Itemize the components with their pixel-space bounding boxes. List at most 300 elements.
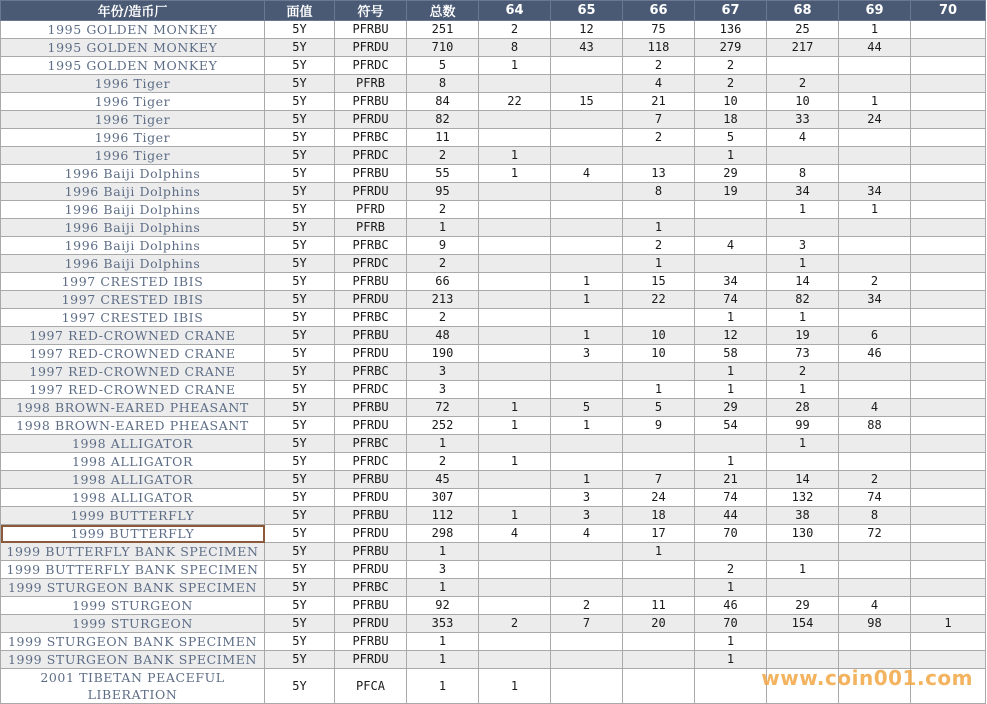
cell-value[interactable]	[911, 489, 986, 507]
cell-value[interactable]: 5Y	[265, 435, 335, 453]
cell-value[interactable]: PFRDC	[335, 453, 407, 471]
cell-value[interactable]	[911, 39, 986, 57]
cell-value[interactable]: 74	[695, 291, 767, 309]
cell-value[interactable]	[551, 561, 623, 579]
cell-value[interactable]	[623, 579, 695, 597]
cell-value[interactable]	[767, 579, 839, 597]
cell-value[interactable]: 1	[767, 255, 839, 273]
cell-value[interactable]: 5Y	[265, 21, 335, 39]
cell-value[interactable]: 33	[767, 111, 839, 129]
cell-value[interactable]: 1	[407, 669, 479, 704]
cell-value[interactable]: 5Y	[265, 597, 335, 615]
cell-value[interactable]: 5Y	[265, 129, 335, 147]
cell-value[interactable]: 7	[623, 111, 695, 129]
cell-value[interactable]: 2	[695, 561, 767, 579]
cell-coin-name[interactable]: 1998 ALLIGATOR	[1, 435, 265, 453]
cell-value[interactable]: 4	[695, 237, 767, 255]
cell-coin-name[interactable]: 2001 TIBETAN PEACEFUL LIBERATION	[1, 669, 265, 704]
cell-value[interactable]: 130	[767, 525, 839, 543]
cell-value[interactable]: 1	[839, 201, 911, 219]
cell-value[interactable]	[839, 237, 911, 255]
cell-value[interactable]: 72	[839, 525, 911, 543]
cell-value[interactable]: 88	[839, 417, 911, 435]
cell-coin-name[interactable]: 1999 BUTTERFLY BANK SPECIMEN	[1, 543, 265, 561]
cell-value[interactable]: 48	[407, 327, 479, 345]
cell-value[interactable]: PFRBC	[335, 309, 407, 327]
cell-value[interactable]: 9	[407, 237, 479, 255]
cell-value[interactable]: 54	[695, 417, 767, 435]
cell-value[interactable]	[551, 237, 623, 255]
cell-value[interactable]	[839, 435, 911, 453]
cell-value[interactable]: 5Y	[265, 165, 335, 183]
cell-value[interactable]: 12	[695, 327, 767, 345]
cell-value[interactable]	[551, 255, 623, 273]
cell-value[interactable]	[911, 219, 986, 237]
cell-value[interactable]: 1	[551, 327, 623, 345]
cell-value[interactable]: 710	[407, 39, 479, 57]
cell-value[interactable]	[479, 471, 551, 489]
cell-value[interactable]: 5Y	[265, 309, 335, 327]
cell-value[interactable]: 1	[479, 147, 551, 165]
cell-value[interactable]: PFRD	[335, 201, 407, 219]
column-header[interactable]: 69	[839, 1, 911, 21]
cell-coin-name[interactable]: 1997 RED-CROWNED CRANE	[1, 345, 265, 363]
cell-value[interactable]: 1	[623, 543, 695, 561]
cell-value[interactable]	[479, 309, 551, 327]
cell-value[interactable]	[551, 633, 623, 651]
cell-value[interactable]	[911, 417, 986, 435]
cell-value[interactable]: PFRDU	[335, 345, 407, 363]
cell-value[interactable]: 70	[695, 525, 767, 543]
cell-value[interactable]: 1	[695, 363, 767, 381]
cell-value[interactable]	[551, 579, 623, 597]
cell-value[interactable]: 10	[623, 327, 695, 345]
cell-value[interactable]: 8	[839, 507, 911, 525]
cell-value[interactable]: 5Y	[265, 507, 335, 525]
cell-coin-name[interactable]: 1999 STURGEON BANK SPECIMEN	[1, 651, 265, 669]
cell-value[interactable]: PFRBU	[335, 165, 407, 183]
cell-value[interactable]: 5Y	[265, 345, 335, 363]
cell-coin-name[interactable]: 1997 RED-CROWNED CRANE	[1, 363, 265, 381]
cell-value[interactable]: PFRBC	[335, 237, 407, 255]
cell-value[interactable]	[839, 219, 911, 237]
cell-value[interactable]	[551, 309, 623, 327]
cell-value[interactable]	[767, 57, 839, 75]
cell-value[interactable]	[479, 381, 551, 399]
cell-value[interactable]	[479, 219, 551, 237]
cell-value[interactable]	[695, 255, 767, 273]
cell-value[interactable]: 1	[767, 435, 839, 453]
cell-value[interactable]: 5Y	[265, 489, 335, 507]
cell-value[interactable]	[839, 543, 911, 561]
cell-value[interactable]	[623, 651, 695, 669]
cell-value[interactable]: PFRDC	[335, 381, 407, 399]
cell-value[interactable]: 298	[407, 525, 479, 543]
cell-value[interactable]	[551, 57, 623, 75]
cell-value[interactable]	[479, 237, 551, 255]
cell-coin-name[interactable]: 1997 RED-CROWNED CRANE	[1, 327, 265, 345]
cell-value[interactable]: 2	[407, 255, 479, 273]
cell-value[interactable]	[911, 399, 986, 417]
cell-value[interactable]	[839, 129, 911, 147]
cell-value[interactable]: 5	[695, 129, 767, 147]
cell-value[interactable]	[839, 381, 911, 399]
cell-value[interactable]: 98	[839, 615, 911, 633]
cell-value[interactable]: 29	[767, 597, 839, 615]
cell-value[interactable]: 19	[695, 183, 767, 201]
column-header[interactable]: 66	[623, 1, 695, 21]
cell-value[interactable]: 251	[407, 21, 479, 39]
cell-value[interactable]: 5	[623, 399, 695, 417]
cell-value[interactable]: 353	[407, 615, 479, 633]
cell-coin-name[interactable]: 1996 Tiger	[1, 75, 265, 93]
cell-value[interactable]: 5Y	[265, 453, 335, 471]
cell-value[interactable]: 34	[839, 183, 911, 201]
cell-value[interactable]	[911, 201, 986, 219]
cell-value[interactable]	[479, 327, 551, 345]
cell-value[interactable]	[623, 435, 695, 453]
cell-value[interactable]: 1	[479, 507, 551, 525]
cell-coin-name[interactable]: 1998 ALLIGATOR	[1, 471, 265, 489]
cell-value[interactable]	[839, 255, 911, 273]
cell-value[interactable]: 66	[407, 273, 479, 291]
cell-value[interactable]: PFRBU	[335, 633, 407, 651]
cell-value[interactable]	[479, 345, 551, 363]
cell-coin-name[interactable]: 1997 CRESTED IBIS	[1, 291, 265, 309]
cell-coin-name[interactable]: 1998 BROWN-EARED PHEASANT	[1, 417, 265, 435]
cell-value[interactable]: 1	[623, 255, 695, 273]
cell-value[interactable]: 10	[623, 345, 695, 363]
cell-value[interactable]: PFRDU	[335, 651, 407, 669]
cell-value[interactable]: 154	[767, 615, 839, 633]
cell-value[interactable]	[839, 309, 911, 327]
cell-value[interactable]: 84	[407, 93, 479, 111]
cell-value[interactable]: PFRDU	[335, 291, 407, 309]
cell-value[interactable]	[767, 453, 839, 471]
cell-value[interactable]	[623, 147, 695, 165]
cell-value[interactable]	[551, 129, 623, 147]
cell-value[interactable]: PFRDU	[335, 183, 407, 201]
cell-value[interactable]: 3	[551, 489, 623, 507]
cell-value[interactable]: 1	[407, 633, 479, 651]
cell-value[interactable]: PFRDU	[335, 561, 407, 579]
cell-value[interactable]	[911, 435, 986, 453]
cell-value[interactable]: 5Y	[265, 669, 335, 704]
cell-value[interactable]	[911, 309, 986, 327]
cell-coin-name[interactable]: 1999 STURGEON BANK SPECIMEN	[1, 633, 265, 651]
cell-value[interactable]	[479, 561, 551, 579]
cell-coin-name[interactable]: 1996 Tiger	[1, 111, 265, 129]
cell-value[interactable]: PFRDU	[335, 615, 407, 633]
cell-value[interactable]: PFRBU	[335, 543, 407, 561]
cell-coin-name[interactable]: 1999 BUTTERFLY	[1, 525, 265, 543]
cell-value[interactable]	[911, 57, 986, 75]
cell-value[interactable]	[551, 453, 623, 471]
cell-value[interactable]: 1	[479, 57, 551, 75]
cell-value[interactable]: 38	[767, 507, 839, 525]
cell-value[interactable]: PFRDU	[335, 111, 407, 129]
cell-value[interactable]: 5Y	[265, 237, 335, 255]
cell-value[interactable]: 70	[695, 615, 767, 633]
cell-value[interactable]	[551, 381, 623, 399]
cell-coin-name[interactable]: 1999 BUTTERFLY BANK SPECIMEN	[1, 561, 265, 579]
cell-value[interactable]	[695, 201, 767, 219]
cell-value[interactable]: 24	[623, 489, 695, 507]
cell-value[interactable]: 5Y	[265, 417, 335, 435]
cell-value[interactable]: 1	[407, 543, 479, 561]
cell-value[interactable]: 34	[695, 273, 767, 291]
cell-value[interactable]: 12	[551, 21, 623, 39]
cell-value[interactable]	[839, 633, 911, 651]
cell-value[interactable]: 1	[695, 579, 767, 597]
cell-value[interactable]	[623, 561, 695, 579]
cell-value[interactable]: 1	[839, 21, 911, 39]
cell-coin-name[interactable]: 1996 Baiji Dolphins	[1, 201, 265, 219]
cell-value[interactable]: PFRDU	[335, 525, 407, 543]
cell-value[interactable]: 82	[407, 111, 479, 129]
cell-coin-name[interactable]: 1996 Tiger	[1, 93, 265, 111]
cell-value[interactable]: 2	[407, 309, 479, 327]
cell-value[interactable]: 5Y	[265, 201, 335, 219]
cell-value[interactable]: 10	[767, 93, 839, 111]
cell-coin-name[interactable]: 1999 STURGEON	[1, 615, 265, 633]
cell-value[interactable]: PFRBC	[335, 435, 407, 453]
cell-value[interactable]: PFRDU	[335, 417, 407, 435]
cell-value[interactable]	[911, 129, 986, 147]
cell-value[interactable]: 2	[479, 21, 551, 39]
cell-value[interactable]: 1	[551, 417, 623, 435]
cell-value[interactable]: 29	[695, 399, 767, 417]
cell-value[interactable]: 5Y	[265, 273, 335, 291]
cell-value[interactable]: 2	[623, 57, 695, 75]
cell-coin-name[interactable]: 1996 Baiji Dolphins	[1, 237, 265, 255]
cell-value[interactable]: 8	[623, 183, 695, 201]
cell-value[interactable]: 132	[767, 489, 839, 507]
cell-value[interactable]: 44	[695, 507, 767, 525]
cell-value[interactable]: 2	[407, 147, 479, 165]
cell-value[interactable]: 29	[695, 165, 767, 183]
cell-value[interactable]: 14	[767, 471, 839, 489]
cell-value[interactable]: 5Y	[265, 291, 335, 309]
cell-value[interactable]: 1	[767, 309, 839, 327]
column-header[interactable]: 67	[695, 1, 767, 21]
cell-value[interactable]: 15	[551, 93, 623, 111]
cell-value[interactable]	[551, 201, 623, 219]
cell-value[interactable]: 1	[479, 417, 551, 435]
cell-value[interactable]	[839, 165, 911, 183]
cell-coin-name[interactable]: 1996 Baiji Dolphins	[1, 183, 265, 201]
cell-value[interactable]: 1	[479, 165, 551, 183]
cell-value[interactable]	[911, 543, 986, 561]
cell-value[interactable]: 5	[551, 399, 623, 417]
cell-value[interactable]: 15	[623, 273, 695, 291]
cell-value[interactable]: 55	[407, 165, 479, 183]
cell-value[interactable]	[479, 255, 551, 273]
cell-coin-name[interactable]: 1997 CRESTED IBIS	[1, 273, 265, 291]
cell-value[interactable]: 46	[695, 597, 767, 615]
cell-value[interactable]: 10	[695, 93, 767, 111]
cell-value[interactable]: 2	[839, 273, 911, 291]
cell-value[interactable]: 45	[407, 471, 479, 489]
cell-value[interactable]	[551, 111, 623, 129]
cell-value[interactable]: 18	[623, 507, 695, 525]
cell-coin-name[interactable]: 1995 GOLDEN MONKEY	[1, 21, 265, 39]
cell-value[interactable]: 34	[839, 291, 911, 309]
cell-value[interactable]: 5	[407, 57, 479, 75]
cell-value[interactable]: 1	[623, 381, 695, 399]
cell-value[interactable]: 21	[695, 471, 767, 489]
cell-value[interactable]: 8	[767, 165, 839, 183]
cell-value[interactable]: 118	[623, 39, 695, 57]
cell-value[interactable]: 5Y	[265, 219, 335, 237]
cell-value[interactable]: 4	[551, 525, 623, 543]
cell-value[interactable]	[839, 147, 911, 165]
cell-value[interactable]: PFRBC	[335, 579, 407, 597]
cell-value[interactable]: 307	[407, 489, 479, 507]
cell-coin-name[interactable]: 1999 STURGEON	[1, 597, 265, 615]
cell-value[interactable]: 1	[767, 561, 839, 579]
cell-value[interactable]: 3	[767, 237, 839, 255]
cell-value[interactable]: 2	[839, 471, 911, 489]
cell-value[interactable]: 1	[551, 273, 623, 291]
cell-value[interactable]: 5Y	[265, 471, 335, 489]
cell-value[interactable]: 3	[551, 507, 623, 525]
cell-value[interactable]: 5Y	[265, 255, 335, 273]
cell-value[interactable]	[911, 273, 986, 291]
cell-value[interactable]: 1	[479, 453, 551, 471]
cell-value[interactable]	[551, 219, 623, 237]
cell-value[interactable]: 1	[479, 669, 551, 704]
cell-value[interactable]: 1	[767, 201, 839, 219]
cell-value[interactable]	[551, 183, 623, 201]
cell-value[interactable]: 3	[551, 345, 623, 363]
cell-value[interactable]	[911, 579, 986, 597]
cell-value[interactable]	[839, 57, 911, 75]
cell-value[interactable]: 5Y	[265, 183, 335, 201]
cell-value[interactable]: 1	[839, 93, 911, 111]
cell-value[interactable]: 74	[695, 489, 767, 507]
cell-value[interactable]: 92	[407, 597, 479, 615]
cell-value[interactable]: 34	[767, 183, 839, 201]
cell-value[interactable]: 72	[407, 399, 479, 417]
cell-value[interactable]	[767, 147, 839, 165]
cell-value[interactable]	[911, 291, 986, 309]
cell-value[interactable]: PFRB	[335, 219, 407, 237]
cell-value[interactable]	[911, 75, 986, 93]
cell-coin-name[interactable]: 1995 GOLDEN MONKEY	[1, 57, 265, 75]
cell-value[interactable]	[839, 453, 911, 471]
cell-value[interactable]	[695, 543, 767, 561]
cell-value[interactable]: 17	[623, 525, 695, 543]
cell-value[interactable]: 18	[695, 111, 767, 129]
cell-value[interactable]: 1	[407, 435, 479, 453]
cell-value[interactable]: 2	[623, 237, 695, 255]
cell-value[interactable]: PFRBU	[335, 399, 407, 417]
cell-value[interactable]: 22	[479, 93, 551, 111]
cell-value[interactable]: 279	[695, 39, 767, 57]
cell-value[interactable]: 1	[551, 471, 623, 489]
cell-value[interactable]	[551, 651, 623, 669]
cell-value[interactable]	[911, 597, 986, 615]
column-header[interactable]: 70	[911, 1, 986, 21]
cell-value[interactable]	[911, 381, 986, 399]
cell-value[interactable]	[479, 543, 551, 561]
cell-value[interactable]: PFRDU	[335, 39, 407, 57]
cell-value[interactable]: 5Y	[265, 615, 335, 633]
cell-value[interactable]: 3	[407, 381, 479, 399]
cell-value[interactable]: 2	[695, 75, 767, 93]
cell-value[interactable]: 5Y	[265, 561, 335, 579]
cell-value[interactable]	[479, 435, 551, 453]
cell-coin-name[interactable]: 1996 Baiji Dolphins	[1, 255, 265, 273]
column-header[interactable]: 年份/造币厂	[1, 1, 265, 21]
cell-value[interactable]: 82	[767, 291, 839, 309]
cell-value[interactable]: 5Y	[265, 543, 335, 561]
cell-value[interactable]: 4	[479, 525, 551, 543]
cell-value[interactable]: PFRDC	[335, 57, 407, 75]
cell-value[interactable]: 2	[407, 201, 479, 219]
cell-value[interactable]: PFRBU	[335, 21, 407, 39]
cell-value[interactable]: 25	[767, 21, 839, 39]
cell-value[interactable]: 3	[407, 363, 479, 381]
cell-coin-name[interactable]: 1997 RED-CROWNED CRANE	[1, 381, 265, 399]
column-header[interactable]: 64	[479, 1, 551, 21]
cell-value[interactable]: 5Y	[265, 147, 335, 165]
cell-value[interactable]: 19	[767, 327, 839, 345]
cell-value[interactable]	[911, 21, 986, 39]
cell-value[interactable]: 2	[767, 363, 839, 381]
cell-value[interactable]: 24	[839, 111, 911, 129]
cell-value[interactable]: 5Y	[265, 579, 335, 597]
cell-value[interactable]: 5Y	[265, 525, 335, 543]
cell-value[interactable]: 8	[407, 75, 479, 93]
cell-value[interactable]: 5Y	[265, 399, 335, 417]
cell-coin-name[interactable]: 1998 BROWN-EARED PHEASANT	[1, 399, 265, 417]
cell-value[interactable]: 1	[695, 381, 767, 399]
cell-value[interactable]	[839, 363, 911, 381]
cell-value[interactable]: 5Y	[265, 363, 335, 381]
cell-value[interactable]: 5Y	[265, 633, 335, 651]
cell-value[interactable]	[551, 669, 623, 704]
cell-value[interactable]: 5Y	[265, 111, 335, 129]
column-header[interactable]: 面值	[265, 1, 335, 21]
cell-value[interactable]: 44	[839, 39, 911, 57]
cell-value[interactable]	[911, 471, 986, 489]
cell-value[interactable]	[479, 597, 551, 615]
cell-value[interactable]: 3	[407, 561, 479, 579]
cell-value[interactable]: PFRDC	[335, 255, 407, 273]
cell-value[interactable]	[695, 669, 767, 704]
cell-value[interactable]	[479, 201, 551, 219]
cell-value[interactable]: 11	[623, 597, 695, 615]
cell-value[interactable]: PFRBU	[335, 507, 407, 525]
cell-value[interactable]	[695, 435, 767, 453]
cell-value[interactable]: 5Y	[265, 57, 335, 75]
cell-value[interactable]	[479, 183, 551, 201]
cell-value[interactable]: 1	[695, 633, 767, 651]
cell-value[interactable]: 1	[695, 651, 767, 669]
cell-value[interactable]: 2	[767, 75, 839, 93]
cell-value[interactable]	[911, 183, 986, 201]
cell-value[interactable]	[911, 345, 986, 363]
column-header[interactable]: 符号	[335, 1, 407, 21]
cell-value[interactable]: PFCA	[335, 669, 407, 704]
cell-value[interactable]: 9	[623, 417, 695, 435]
column-header[interactable]: 总数	[407, 1, 479, 21]
cell-value[interactable]: 5Y	[265, 39, 335, 57]
cell-value[interactable]: 74	[839, 489, 911, 507]
cell-value[interactable]	[479, 273, 551, 291]
